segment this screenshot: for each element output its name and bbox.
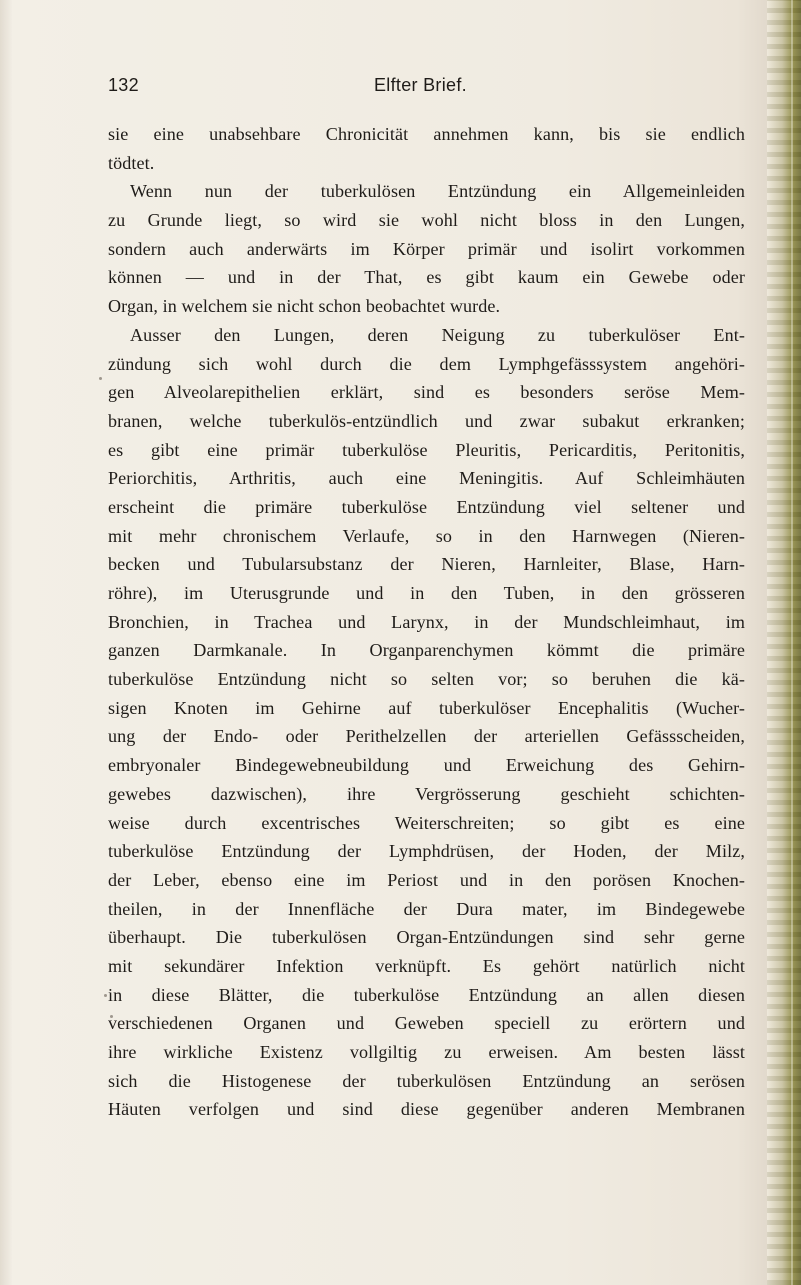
text-line: sondern auch anderwärts im Körper primär und isolirt vorkommen [108, 238, 745, 259]
text-line: mit mehr chronischem Verlaufe, so in den Harnwegen (Nieren- [108, 525, 745, 546]
page-edge-binding [767, 0, 801, 1285]
text-line: sich die Histogenese der tuberkulösen Entzündung an serösen [108, 1070, 745, 1091]
text-line: sigen Knoten im Gehirne auf tuberkulöser Encephalitis (Wucher- [108, 697, 745, 718]
text-line: tuberkulöse Entzündung der Lymphdrüsen, der Hoden, der Milz, [108, 841, 745, 862]
text-line: verschiedenen Organen und Geweben speciell zu erörtern und [108, 1013, 745, 1034]
page-left-shadow [0, 0, 12, 1285]
text-line: Periorchitis, Arthritis, auch eine Meningitis. Auf Schleimhäuten [108, 468, 745, 489]
text-line: zündung sich wohl durch die dem Lymphgefässsystem angehöri- [108, 353, 745, 374]
text-line: becken und Tubularsubstanz der Nieren, Harnleiter, Blase, Harn- [108, 554, 745, 575]
text-line: erscheint die primäre tuberkulöse Entzündung viel seltener und [108, 496, 745, 517]
text-line: der Leber, ebenso eine im Periost und in den porösen Knochen- [108, 869, 745, 890]
text-line: tuberkulöse Entzündung nicht so selten vor; so beruhen die kä- [108, 669, 745, 690]
text-line: röhre), im Uterusgrunde und in den Tuben, in den grösseren [108, 583, 745, 603]
text-line: ihre wirkliche Existenz vollgiltig zu erweisen. Am besten lässt [108, 1042, 745, 1062]
text-line: gewebes dazwischen), ihre Vergrösserung geschieht schichten- [108, 783, 745, 804]
paper-speck [104, 994, 107, 997]
text-line: Häuten verfolgen und sind diese gegenüber anderen Membranen [108, 1099, 745, 1120]
text-line: tödtet. [108, 152, 155, 173]
paper-speck [99, 377, 102, 380]
text-line: ung der Endo- oder Perithelzellen der arteriellen Gefässscheiden, [108, 726, 745, 747]
text-line: Ausser den Lungen, deren Neigung zu tuberkulöser Ent- [130, 324, 745, 345]
text-line: mit sekundärer Infektion verknüpft. Es gehört natürlich nicht [108, 955, 745, 976]
body-text [108, 120, 745, 1124]
running-head: Elfter Brief. [374, 75, 467, 95]
text-line: es gibt eine primär tuberkulöse Pleuritis, Pericarditis, Peritonitis, [108, 439, 745, 460]
page-number: 132 [108, 75, 139, 95]
text-line: weise durch excentrisches Weiterschreiten; so gibt es eine [108, 812, 745, 833]
text-line: zu Grunde liegt, so wird sie wohl nicht bloss in den Lungen, [108, 210, 745, 231]
text-line: ganzen Darmkanale. In Organparenchymen kömmt die primäre [108, 640, 745, 661]
text-line: Organ, in welchem sie nicht schon beobachtet wurde. [108, 296, 501, 317]
text-line: gen Alveolarepithelien erklärt, sind es besonders seröse Mem- [108, 382, 745, 403]
text-line: theilen, in der Innenfläche der Dura mater, im Bindegewebe [108, 898, 745, 919]
text-line: branen, welche tuberkulös-entzündlich und zwar subakut erkranken; [108, 410, 745, 431]
text-line: überhaupt. Die tuberkulösen Organ-Entzündungen sind sehr gerne [108, 927, 745, 948]
text-line: Wenn nun der tuberkulösen Entzündung ein Allgemeinleiden [130, 181, 745, 202]
text-line: können — und in der That, es gibt kaum ein Gewebe oder [108, 267, 745, 288]
page-header [108, 75, 749, 103]
text-line: in diese Blätter, die tuberkulöse Entzündung an allen diesen [108, 984, 745, 1005]
text-line: sie eine unabsehbare Chronicität annehmen kann, bis sie endlich [108, 124, 745, 144]
paper-speck [110, 1015, 113, 1018]
text-line: embryonaler Bindegewebneubildung und Erweichung des Gehirn- [108, 755, 745, 776]
text-line: Bronchien, in Trachea und Larynx, in der Mundschleimhaut, im [108, 611, 745, 632]
